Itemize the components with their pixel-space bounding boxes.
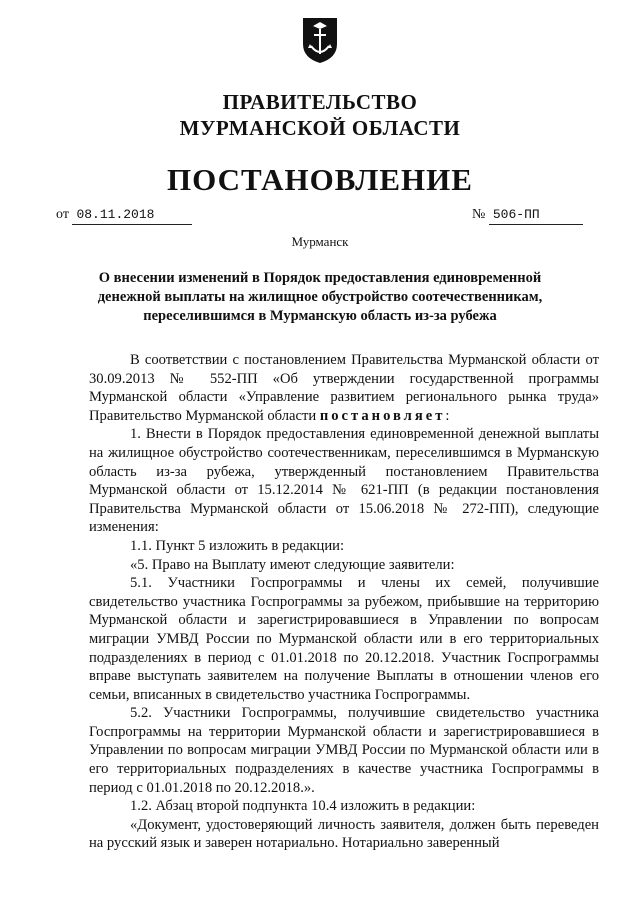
- document-body: [89, 351, 599, 853]
- paragraph-document-quote: «Документ, удостоверяющий личность заявителя, должен быть переведен на русский язык и заверен нотариально. Нотариально заверенный: [89, 816, 599, 852]
- paragraph-point-5-1: 5.1. Участники Госпрограммы и члены их семей, получившие свидетельство участника Госпрограммы за рубежом, прибывшие на территорию Мурманской области и зарегистрировавшиеся в Управлении по вопросам миграции УМВД России по Мурманской области или в его территориальных подразделениях в период с 01.01.2018 по 20.12.2018. Участник Госпрограммы вправе выступать заявителем на получение Выплаты в отношении членов его семьи, вписанных в свидетельство участника Госпрограммы.: [89, 575, 599, 703]
- paragraph-point-5: «5. Право на Выплату имеют следующие заявители:: [130, 556, 455, 573]
- city: Мурманск: [291, 234, 349, 249]
- number-prefix: №: [472, 207, 486, 222]
- paragraph-preamble: [89, 351, 599, 425]
- document-title: О внесении изменений в Порядок предоставления единовременной денежной выплаты на жилищное обустройство соотечественникам, переселившимся в Мурманскую область из-за рубежа: [97, 270, 543, 324]
- preamble-text: В соответствии с постановлением Правительства Мурманской области от 30.09.2013 № 552-ПП «Об утверждении государственной программы Мурманской области «Управление развитием регионального рынка труда» Правительство Мурманской области: [89, 352, 599, 424]
- date-value: 08.11.2018: [72, 206, 192, 225]
- document-type: ПОСТАНОВЛЕНИЕ: [167, 162, 473, 197]
- date-prefix: от: [56, 207, 69, 222]
- number-field: [472, 206, 583, 225]
- paragraph-item-1-2: 1.2. Абзац второй подпункта 10.4 изложить в редакции:: [130, 798, 476, 815]
- number-value: 506-ПП: [489, 206, 583, 225]
- paragraph-item-1: 1. Внести в Порядок предоставления единовременной денежной выплаты на жилищное обустройство соотечественникам, переселившимся в Мурманскую область из-за рубежа, утвержденный постановлением Правительства Мурманской области от 15.12.2014 № 621-ПП (в редакции постановления Правительства Мурманской области от 15.06.2018 № 272-ПП), следующие изменения:: [89, 426, 599, 536]
- date-field: [56, 206, 192, 225]
- coat-of-arms-icon: [300, 14, 340, 64]
- paragraph-point-5-2: 5.2. Участники Госпрограммы, получившие свидетельство участника Госпрограммы на территории Мурманской области и зарегистрировавшиеся в Управлении по вопросам миграции УМВД России по Мурманской области или в его территориальных подразделениях в качестве участника Госпрограммы в период с 01.01.2018 по 20.12.2018.».: [89, 705, 599, 796]
- preamble-end: :: [445, 407, 450, 424]
- organization-name-line2: МУРМАНСКОЙ ОБЛАСТИ: [179, 116, 461, 140]
- paragraph-item-1-1: 1.1. Пункт 5 изложить в редакции:: [130, 537, 345, 554]
- organization-name-line1: ПРАВИТЕЛЬСТВО: [222, 90, 418, 114]
- decree-word: постановляет: [319, 407, 446, 424]
